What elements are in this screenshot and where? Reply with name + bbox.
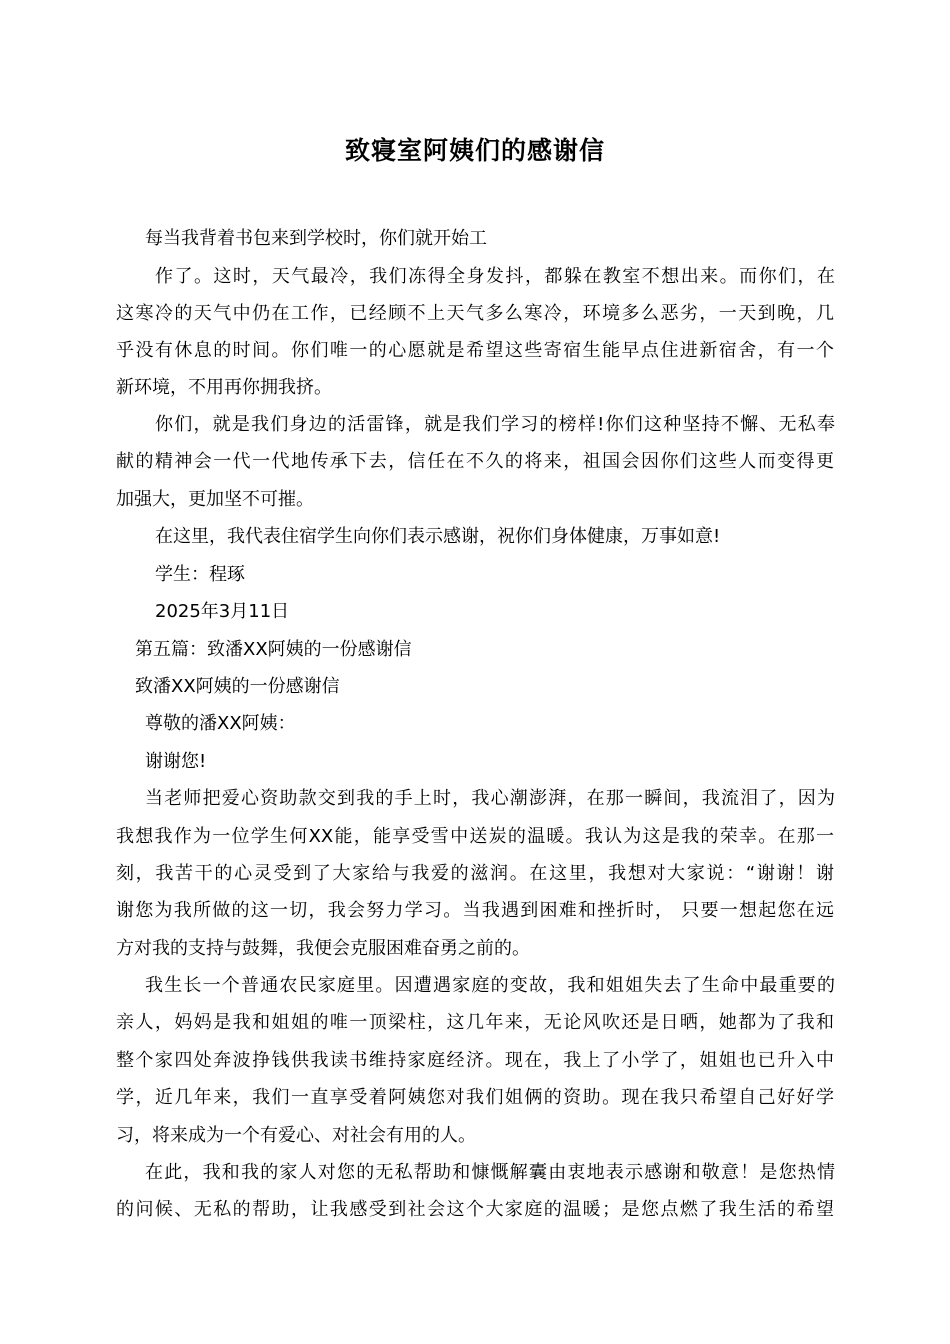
- paragraph-line: 在此，我和我的家人对您的无私帮助和慷慨解囊由衷地表示感谢和敬意！是您热情: [145, 1162, 835, 1183]
- signature-date: 2025年3月11日: [155, 601, 290, 622]
- paragraph-line: 谢谢您!: [145, 751, 207, 772]
- paragraph-line: 学，近几年来，我们一直享受着阿姨您对我们姐俩的资助。现在我只希望自己好好学: [116, 1087, 834, 1108]
- paragraph-line: 每当我背着书包来到学校时，你们就开始工: [145, 228, 487, 249]
- paragraph-line: 新环境，不用再你拥我挤。: [116, 377, 332, 398]
- letter-salutation: 尊敬的潘XX阿姨：: [145, 713, 296, 734]
- paragraph-line: 乎没有休息的时间。你们唯一的心愿就是希望这些寄宿生能早点住进新宿舍，有一个: [116, 340, 834, 361]
- paragraph-line: 你们，就是我们身边的活雷锋，就是我们学习的榜样!你们这种坚持不懈、无私奉: [155, 414, 835, 435]
- paragraph-line: 我想我作为一位学生何XX能，能享受雪中送炭的温暖。我认为这是我的荣幸。在那一: [116, 826, 834, 847]
- paragraph-line: 作了。这时，天气最冷，我们冻得全身发抖，都躲在教室不想出来。而你们，在: [155, 266, 835, 287]
- document-title: 致寝室阿姨们的感谢信: [344, 136, 605, 165]
- paragraph-line: 我生长一个普通农民家庭里。因遭遇家庭的变故，我和姐姐失去了生命中最重要的: [145, 975, 835, 996]
- section-heading: 第五篇：致潘XX阿姨的一份感谢信: [135, 639, 412, 660]
- paragraph-line: 加强大，更加坚不可摧。: [116, 489, 314, 510]
- paragraph-line: 献的精神会一代一代地传承下去，信任在不久的将来，祖国会因你们这些人而变得更: [116, 451, 834, 472]
- paragraph-line: 这寒冷的天气中仍在工作，已经顾不上天气多么寒冷，环境多么恶劣，一天到晚，几: [116, 303, 834, 324]
- paragraph-line: 当老师把爱心资助款交到我的手上时，我心潮澎湃，在那一瞬间，我流泪了，因为: [145, 788, 835, 809]
- paragraph-line: 的问候、无私的帮助，让我感受到社会这个大家庭的温暖；是您点燃了我生活的希望: [116, 1199, 834, 1220]
- paragraph-line: 在这里，我代表住宿学生向你们表示感谢，祝你们身体健康，万事如意!: [155, 526, 721, 547]
- paragraph-line: 谢您为我所做的这一切，我会努力学习。当我遇到困难和挫折时， 只要一想起您在远: [116, 900, 834, 921]
- paragraph-line: 整个家四处奔波挣钱供我读书维持家庭经济。现在，我上了小学了，姐姐也已升入中: [116, 1050, 834, 1071]
- letter-title: 致潘XX阿姨的一份感谢信: [135, 676, 340, 697]
- signature-student: 学生：程琢: [155, 564, 245, 585]
- paragraph-line: 方对我的支持与鼓舞，我便会克服困难奋勇之前的。: [116, 938, 530, 959]
- paragraph-line: 习，将来成为一个有爱心、对社会有用的人。: [116, 1125, 476, 1146]
- paragraph-line: 刻，我苦干的心灵受到了大家给与我爱的滋润。在这里，我想对大家说：“谢谢！谢: [116, 863, 834, 884]
- paragraph-line: 亲人，妈妈是我和姐姐的唯一顶梁柱，这几年来，无论风吹还是日晒，她都为了我和: [116, 1012, 834, 1033]
